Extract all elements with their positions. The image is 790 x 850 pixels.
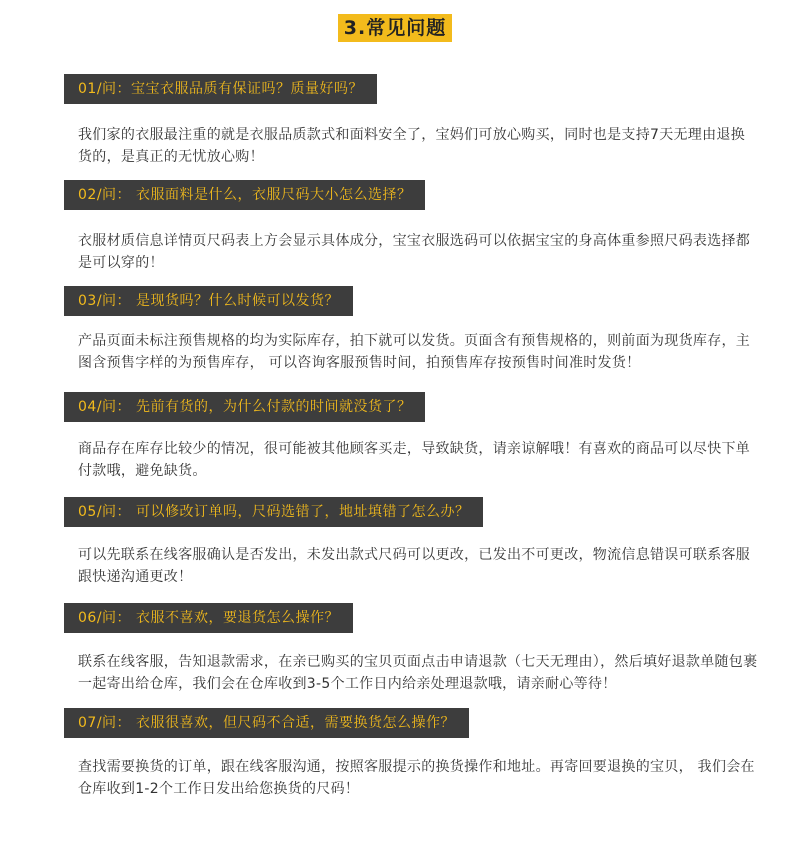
- faq-question-1: 01/问：宝宝衣服品质有保证吗？质量好吗？: [64, 74, 377, 104]
- faq-question-3: 03/问： 是现货吗？什么时候可以发货？: [64, 286, 353, 316]
- faq-question-2: 02/问： 衣服面料是什么，衣服尺码大小怎么选择？: [64, 180, 425, 210]
- title-wrap: [0, 14, 790, 42]
- faq-question-7: 07/问： 衣服很喜欢，但尺码不合适，需要换货怎么操作？: [64, 708, 469, 738]
- faq-answer-6: 联系在线客服，告知退款需求，在亲已购买的宝贝页面点击申请退款（七天无理由），然后填好退款单随包裹一起寄出给仓库，我们会在仓库收到3-5个工作日内给亲处理退款哦，请亲耐心等待！: [78, 654, 758, 692]
- faq-answer-1: 我们家的衣服最注重的就是衣服品质款式和面料安全了，宝妈们可放心购买，同时也是支持7天无理由退换货的，是真正的无忧放心购！: [78, 127, 746, 165]
- section-title: 3.常见问题: [338, 14, 452, 42]
- faq-answer-5: 可以先联系在线客服确认是否发出，未发出款式尺码可以更改，已发出不可更改，物流信息错误可联系客服跟快递沟通更改！: [78, 547, 751, 585]
- faq-question-4: 04/问： 先前有货的，为什么付款的时间就没货了？: [64, 392, 425, 422]
- faq-answer-7: 查找需要换货的订单，跟在线客服沟通，按照客服提示的换货操作和地址。再寄回要退换的宝贝， 我们会在仓库收到1-2个工作日发出给您换货的尺码！: [78, 759, 755, 797]
- faq-question-5: 05/问： 可以修改订单吗，尺码选错了，地址填错了怎么办？: [64, 497, 483, 527]
- faq-answer-2: 衣服材质信息详情页尺码表上方会显示具体成分，宝宝衣服选码可以依据宝宝的身高体重参照尺码表选择都是可以穿的！: [78, 233, 751, 271]
- faq-answer-3: 产品页面未标注预售规格的均为实际库存，拍下就可以发货。页面含有预售规格的，则前面为现货库存，主图含预售字样的为预售库存， 可以咨询客服预售时间，拍预售库存按预售时间准时发货！: [78, 333, 751, 371]
- faq-answer-4: 商品存在库存比较少的情况，很可能被其他顾客买走，导致缺货，请亲谅解哦！有喜欢的商品可以尽快下单付款哦，避免缺货。: [78, 441, 751, 479]
- faq-question-6: 06/问： 衣服不喜欢，要退货怎么操作？: [64, 603, 353, 633]
